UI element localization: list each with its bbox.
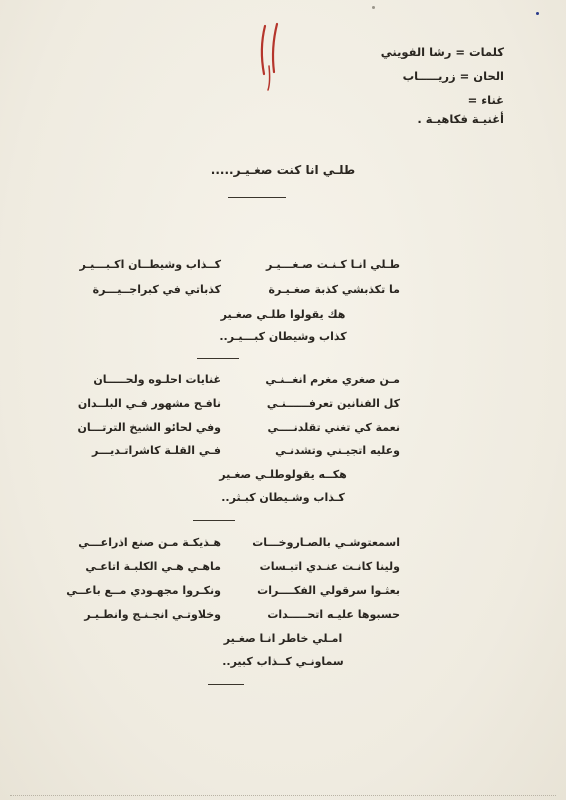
verse-row [0, 283, 566, 303]
refrain-line: كـذاب وشـيطان كبـثر.. [221, 491, 345, 504]
verse-left-hemistich: ونكـروا مجهـودي مــع باعــي [66, 584, 221, 597]
verse-row [0, 421, 566, 441]
page-bottom-edge [10, 795, 556, 796]
verse-right-hemistich: وعليه اتجيـني وتشدنـي [275, 444, 400, 457]
verse-right-hemistich: ما تكذبشي كذبة صغـيـرة [268, 283, 400, 296]
verse-row [0, 560, 566, 580]
song-type-label: أغنيـة فكاهيـة . [417, 112, 504, 126]
verse-right-hemistich: بعثـوا سرقولي الفكــــرات [257, 584, 400, 597]
verse-left-hemistich: غنايات احلـوه ولحـــــان [93, 373, 221, 386]
verse-row [0, 444, 566, 464]
song-title: طلـي انا كنت صغـيـر..... [210, 163, 356, 177]
verse-row [0, 536, 566, 556]
verse-left-hemistich: كــذاب وشيطــان اكـبـــيـر [79, 258, 221, 271]
verse-row [0, 608, 566, 628]
verse-right-hemistich: كل الفنانين تعرفــــــنـي [266, 397, 400, 410]
paper-speck [372, 6, 375, 9]
divider-end [208, 684, 244, 685]
divider-title [228, 197, 286, 198]
verse-right-hemistich: طـلي انـا كـنـت صـغـــيـر [265, 258, 400, 271]
credits-block [304, 40, 504, 112]
verse-left-hemistich: هـذيكـة مـن صنع اذراعـــي [78, 536, 221, 549]
verse-left-hemistich: فـي القلـة كاشراتـديـــر [92, 444, 221, 457]
credit-singing: غناء = [467, 93, 504, 107]
verse-left-hemistich: وخلاوتـي انجـنـج وانطـيـر [84, 608, 221, 621]
verse-row [0, 373, 566, 393]
divider-stanza [197, 358, 239, 359]
verse-row [0, 584, 566, 604]
verse-left-hemistich: وفي لحائو الشيخ الترتـــان [77, 421, 221, 434]
refrain-line: سماونـي كــذاب كبير.. [222, 655, 344, 668]
divider-stanza [193, 520, 235, 521]
credit-lyrics: كلمات = رشا الفويني [380, 45, 504, 59]
handwritten-annotation-mark [255, 22, 285, 92]
verse-right-hemistich: نعمة كي تغني تقلدنــــي [267, 421, 400, 434]
verse-left-hemistich: نافـح مشهور فـي البلــدان [77, 397, 221, 410]
refrain-line: هك يقولوا طلـي صغـير [220, 308, 346, 321]
ink-dot [536, 12, 539, 15]
verse-right-hemistich: ولينا كانـت عنـدي اتبـسات [259, 560, 400, 573]
verse-right-hemistich: حسبوها عليـه اتحـــــدات [267, 608, 400, 621]
refrain-line: امـلي خاطر انـا صغـير [223, 632, 343, 645]
verse-right-hemistich: اسمعتوشـي بالصـاروخـــات [252, 536, 400, 549]
verse-row [0, 397, 566, 417]
refrain-line: هكــه يقولوطلـي صغـير [219, 468, 347, 481]
verse-row [0, 258, 566, 278]
verse-left-hemistich: كذباتي في كبراجــيـــرة [92, 283, 221, 296]
verse-right-hemistich: مـن صغري مغرم انغــنـي [265, 373, 400, 386]
verse-left-hemistich: ماهـي هـي الكلبـة اتاعـي [85, 560, 221, 573]
refrain-line: كذاب وشيطان كبـــيـر.. [219, 330, 347, 343]
credit-music: الحان = زريـــــاب [402, 69, 504, 83]
